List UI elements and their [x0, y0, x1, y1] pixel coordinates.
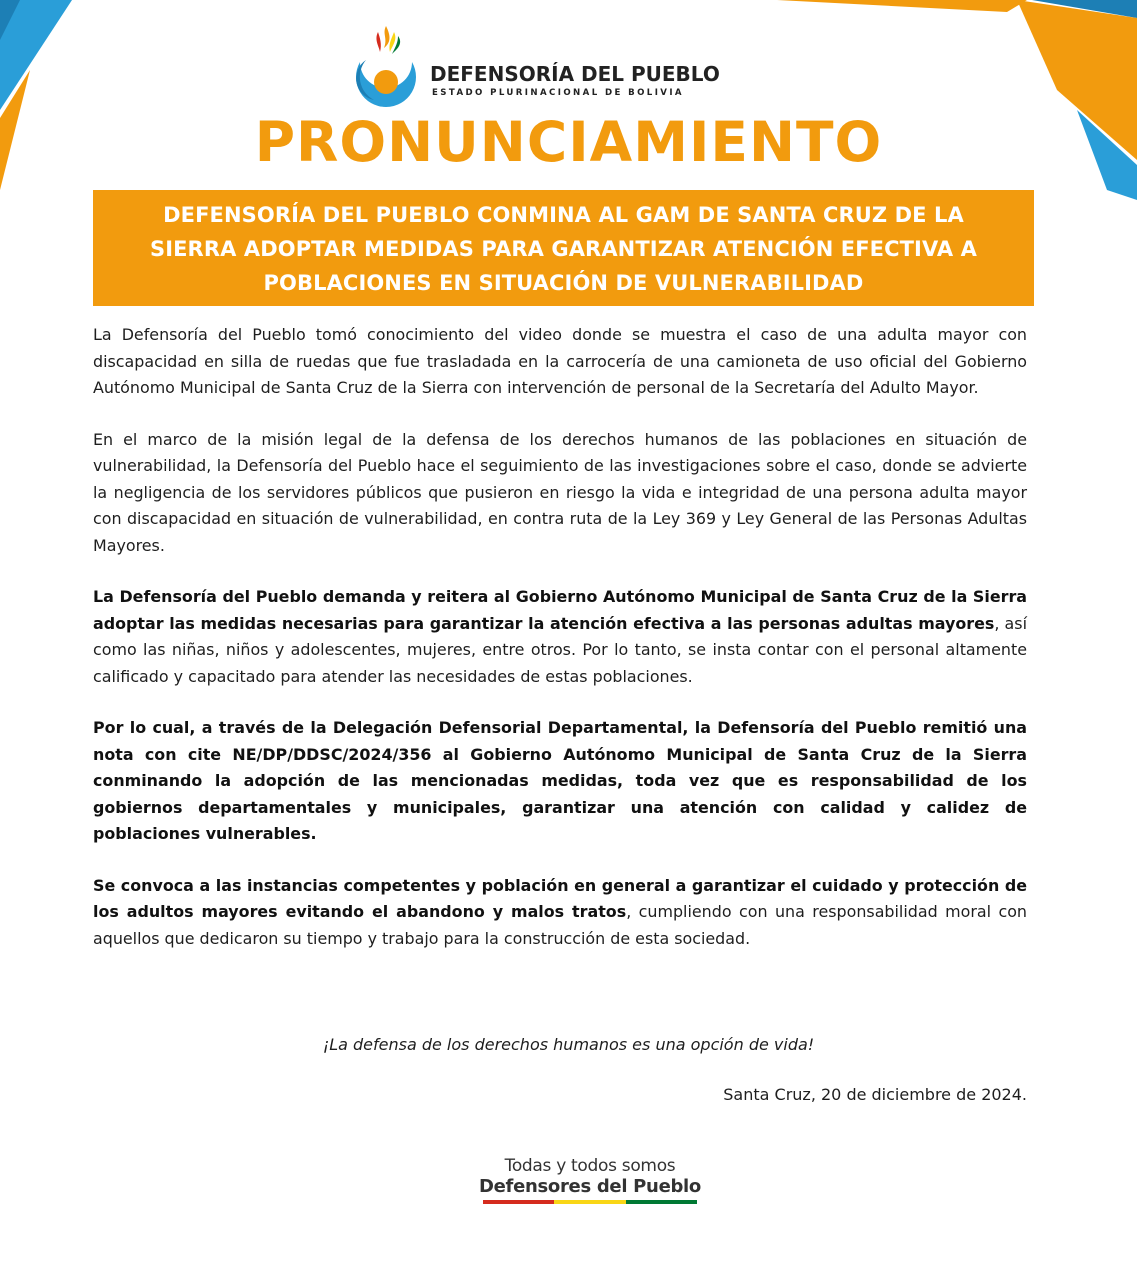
footer-slogan: [440, 1156, 740, 1204]
defensoria-emblem-icon: [346, 22, 426, 118]
paragraph-4-bold: Por lo cual, a través de la Delegación Defensorial Departamental, la Defensoría del Pueblo remitió una nota con cite NE/DP/DDSC/2024/356 al Gobierno Autónomo Municipal de Santa Cruz de la Sierra conminando la adopción de las mencionadas medidas, toda vez que es responsabilidad de los gobiernos departamentales y municipales, garantizar una atención con calidad y calidez de poblaciones vulnerables.: [93, 718, 1027, 843]
paragraph-5: [93, 873, 1027, 953]
header-logo: [346, 22, 720, 118]
paragraph-2: En el marco de la misión legal de la defensa de los derechos humanos de las poblaciones en situación de vulnerabilidad, la Defensoría del Pueblo hace el seguimiento de las investigaciones sobre el caso, donde se advierte la negligencia de los servidores públicos que pusieron en riesgo la vida e integridad de una persona adulta mayor con discapacidad en situación de vulnerabilidad, en contra ruta de la Ley 369 y Ley General de las Personas Adultas Mayores.: [93, 429, 1027, 555]
flag-color-bar: [483, 1200, 697, 1204]
paragraph-5-bold: Se convoca a las instancias competentes y población en general a garantizar el cuidado y protección de los adultos mayores evitando el abandono y malos tratos: [93, 875, 1027, 921]
flag-green-segment: [626, 1200, 697, 1204]
date-line: Santa Cruz, 20 de diciembre de 2024.: [723, 1085, 1027, 1104]
headline-text: DEFENSORÍA DEL PUEBLO CONMINA AL GAM DE SANTA CRUZ DE LA SIERRA ADOPTAR MEDIDAS PARA GARANTIZAR ATENCIÓN EFECTIVA A POBLACIONES EN SITUACIÓN DE VULNERABILIDAD: [149, 203, 978, 295]
page-title: PRONUNCIAMIENTO: [254, 110, 883, 174]
paragraph-3-bold: La Defensoría del Pueblo demanda y reitera al Gobierno Autónomo Municipal de Santa Cruz de la Sierra adoptar las medidas necesarias para garantizar la atención efectiva a las personas adultas mayores: [93, 587, 1027, 633]
paragraph-4: [93, 715, 1027, 848]
document-body: [93, 322, 1027, 977]
motto: ¡La defensa de los derechos humanos es una opción de vida!: [322, 1035, 815, 1054]
footer-line-1: Todas y todos somos: [504, 1156, 676, 1176]
paragraph-1: La Defensoría del Pueblo tomó conocimiento del video donde se muestra el caso de una adulta mayor con discapacidad en silla de ruedas que fue trasladada en la carrocería de una camioneta de uso oficial del Gobierno Autónomo Municipal de Santa Cruz de la Sierra con intervención de personal de la Secretaría del Adulto Mayor.: [93, 325, 1027, 397]
org-name: DEFENSORÍA DEL PUEBLO: [430, 62, 720, 86]
org-subtitle: ESTADO PLURINACIONAL DE BOLIVIA: [432, 88, 684, 98]
footer-line-2: Defensores del Pueblo: [478, 1176, 701, 1197]
paragraph-3: [93, 584, 1027, 690]
flag-yellow-segment: [554, 1200, 625, 1204]
headline-banner: [93, 190, 1034, 306]
flag-red-segment: [483, 1200, 554, 1204]
paragraph-3-rest: , así como las niñas, niños y adolescentes, mujeres, entre otros. Por lo tanto, se insta contar con el personal altamente calificado y capacitado para atender las necesidades de estas poblaciones.: [93, 613, 1027, 686]
paragraph-5-rest: , cumpliendo con una responsabilidad moral con aquellos que dedicaron su tiempo y trabajo para la construcción de esta sociedad.: [93, 902, 1027, 948]
